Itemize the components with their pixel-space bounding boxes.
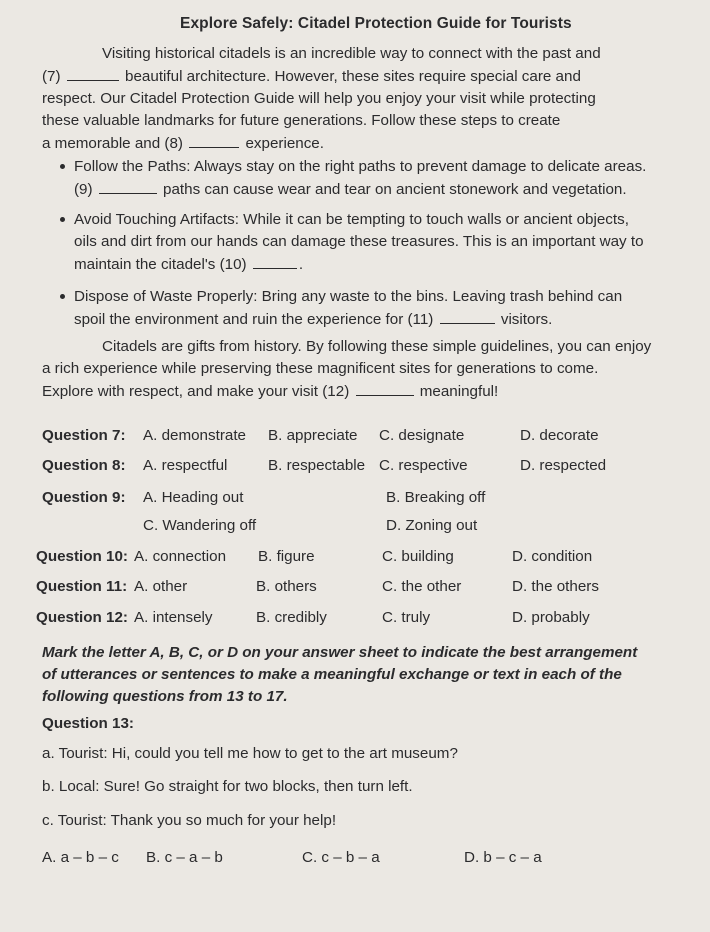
question-label: Question 10: [36,548,128,565]
option-c[interactable]: C. the other [382,578,462,595]
option-c[interactable]: C. designate [379,427,465,444]
question-12 [36,607,702,631]
bullet-text: spoil the environment and ruin the experience for (11) [74,311,434,328]
answer-blank-12 [356,380,414,396]
question-9-row-2 [42,515,702,539]
answer-blank-10 [253,253,297,269]
blank-number-7: (7) [42,68,61,85]
intro-line: these valuable landmarks for future generations. Follow these steps to create [42,112,561,129]
option-a[interactable]: A. connection [134,548,227,565]
intro-line [42,65,692,88]
bullet-text: visitors. [500,311,553,328]
arrangement-option-c[interactable]: C. c – b – a [302,849,380,866]
answer-blank-9 [99,178,157,194]
option-c[interactable]: C. Wandering off [143,517,257,534]
option-a[interactable]: A. Heading out [143,489,244,506]
option-b[interactable]: B. credibly [256,609,327,626]
option-d[interactable]: D. Zoning out [386,517,478,534]
bullet-text: maintain the citadel's (10) [74,256,247,273]
intro-line: respect. Our Citadel Protection Guide will help you enjoy your visit while protecting [42,90,596,107]
bullet-follow-paths [60,156,690,201]
option-d[interactable]: D. the others [512,578,599,595]
option-d[interactable]: D. respected [520,457,607,474]
question-8 [42,455,702,479]
question-label: Question 8: [42,457,126,474]
instruction-line: of utterances or sentences to make a meaningful exchange or text in each of the [42,666,622,683]
closing-line: a rich experience while preserving these magnificent sites for generations to come. [42,360,599,377]
option-b[interactable]: B. Breaking off [386,489,486,506]
arrangement-option-b[interactable]: B. c – a – b [146,849,223,866]
option-d[interactable]: D. probably [512,609,590,626]
question-13-label: Question 13: [42,715,134,732]
dialogue-line-b: b. Local: Sure! Go straight for two blocks, then turn left. [42,778,413,795]
option-d[interactable]: D. decorate [520,427,599,444]
closing-paragraph [42,336,692,403]
option-c[interactable]: C. respective [379,457,468,474]
page-title: Explore Safely: Citadel Protection Guide for Tourists [180,15,572,32]
option-b[interactable]: B. appreciate [268,427,358,444]
question-7 [42,425,702,449]
closing-text: Explore with respect, and make your visit (12) [42,383,350,400]
instruction-line: following questions from 13 to 17. [42,688,288,705]
option-b[interactable]: B. respectable [268,457,366,474]
arrangement-option-d[interactable]: D. b – c – a [464,849,542,866]
option-a[interactable]: A. intensely [134,609,213,626]
blank-number-9: (9) [74,181,93,198]
option-c[interactable]: C. building [382,548,454,565]
arrangement-option-a[interactable]: A. a – b – c [42,849,119,866]
option-b[interactable]: B. others [256,578,317,595]
bullet-text: paths can cause wear and tear on ancient stonework and vegetation. [163,181,627,198]
question-label: Question 9: [42,489,126,506]
arrangement-instructions [42,642,702,708]
answer-blank-7 [67,65,119,81]
intro-text: a memorable and (8) [42,135,183,152]
bullet-dot [60,164,65,169]
bullet-line [74,308,690,331]
question-label: Question 11: [36,578,128,595]
bullet-line: Follow the Paths: Always stay on the right paths to prevent damage to delicate areas. [74,158,647,175]
question-10 [36,546,702,570]
closing-line: Citadels are gifts from history. By following these simple guidelines, you can enjoy [102,338,652,355]
bullet-line: oils and dirt from our hands can damage these treasures. This is an important way to [74,233,644,250]
bullet-line [74,253,690,276]
bullet-line: Dispose of Waste Properly: Bring any waste to the bins. Leaving trash behind can [74,288,623,305]
instruction-line: Mark the letter A, B, C, or D on your answer sheet to indicate the best arrangement [42,644,638,661]
closing-text: meaningful! [419,383,499,400]
option-a[interactable]: A. other [134,578,188,595]
option-a[interactable]: A. respectful [143,457,228,474]
bullet-dot [60,294,65,299]
bullet-line: Avoid Touching Artifacts: While it can be tempting to touch walls or ancient objects, [74,211,629,228]
bullet-dot [60,217,65,222]
bullet-text: . [298,256,304,273]
answer-blank-8 [189,132,239,148]
closing-line [42,380,692,403]
option-a[interactable]: A. demonstrate [143,427,246,444]
intro-text: beautiful architecture. However, these sites require special care and [125,68,581,85]
bullet-avoid-touching [60,209,690,276]
bullet-line [74,178,690,201]
question-label: Question 12: [36,609,128,626]
question-11 [36,576,702,600]
answer-blank-11 [440,308,495,324]
option-b[interactable]: B. figure [258,548,315,565]
intro-text: experience. [245,135,324,152]
intro-paragraph [42,43,692,155]
option-c[interactable]: C. truly [382,609,431,626]
dialogue-line-a: a. Tourist: Hi, could you tell me how to get to the art museum? [42,745,458,762]
option-d[interactable]: D. condition [512,548,593,565]
intro-line [42,132,692,155]
question-label: Question 7: [42,427,126,444]
dialogue-line-c: c. Tourist: Thank you so much for your help! [42,812,337,829]
question-9 [42,487,702,511]
intro-line: Visiting historical citadels is an incredible way to connect with the past and [102,45,601,62]
bullet-dispose-waste [60,286,690,331]
